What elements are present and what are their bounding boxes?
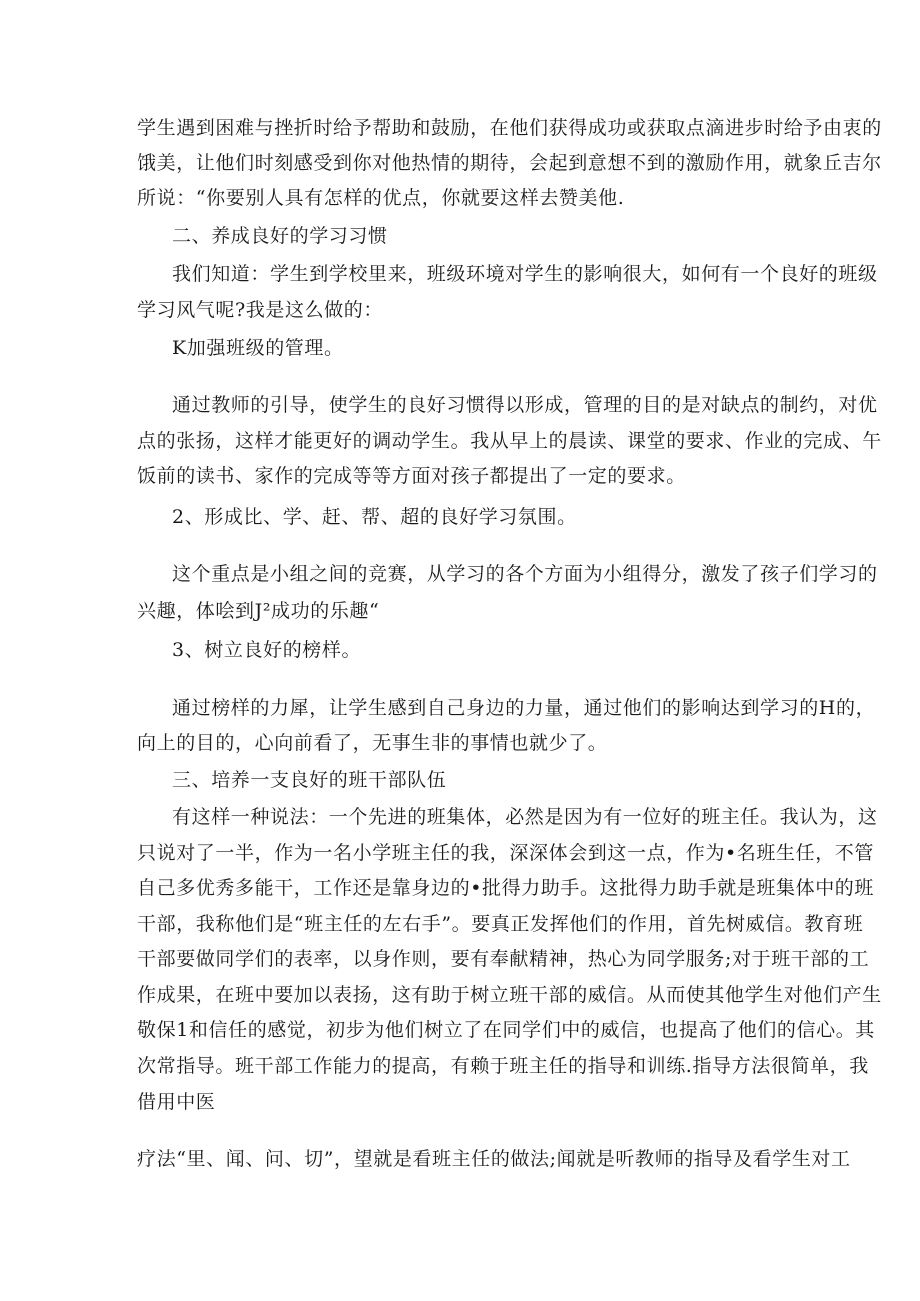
text-line: 学习风气呢?我是这么做的：	[137, 299, 383, 321]
text-line: 干部，我称他们是“班主任的左右手”。要真正发挥他们的作用，首先树威信。教育班	[137, 913, 864, 935]
text-line: 有这样一种说法：一个先进的班集体，必然是因为有一位好的班主任。我认为，这	[172, 806, 878, 828]
text-line: 干部要做同学们的表率，以身作则，要有奉献精神，热心为同学服务;对于班干部的工	[137, 948, 870, 970]
section-heading: 三、培养一支良好的班干部队伍	[172, 769, 447, 791]
subheading: K加强班级的管理。	[172, 337, 344, 359]
text-line: 兴趣，体哙到J²成功的乐趣“	[137, 600, 380, 622]
text-line: 这个重点是小组之间的竞赛，从学习的各个方面为小组得分，激发了孩子们学习的	[172, 563, 878, 585]
text-line: 借用中医	[137, 1091, 216, 1113]
text-line: 疗法“里、闻、问、切”，望就是看班主任的做法;闻就是听教师的指导及看学生对工	[137, 1148, 851, 1170]
subheading: 2、形成比、学、赶、帮、超的良好学习氛围。	[172, 506, 577, 528]
text-line: 次常指导。班干部工作能力的提高，有赖于班主任的指导和训练.指导方法很简单，我	[137, 1055, 869, 1077]
section-heading: 二、养成良好的学习习惯	[172, 225, 388, 247]
text-line: 自己多优秀多能干，工作还是靠身边的•批得力助手。这批得力助手就是班集体中的班	[137, 877, 875, 899]
text-line: 通过榜样的力犀，让学生感到自己身边的力量，通过他们的影响达到学习的H的，	[172, 697, 876, 719]
text-line: 学生遇到困难与挫折时给予帮助和鼓励，在他们获得成功或获取点滴进步时给予由衷的	[137, 117, 882, 139]
text-line: 饿美，让他们时刻感受到你对他热情的期待，会起到意想不到的激励作用，就象丘吉尔	[137, 152, 882, 174]
text-line: 敬保1和信任的感觉，初步为他们树立了在同学们中的威信，也提高了他们的信心。其	[137, 1019, 875, 1041]
text-line: 点的张扬，这样才能更好的调动学生。我从早上的晨读、课堂的要求、作业的完成、午	[137, 430, 882, 452]
text-line: 通过教师的引导，使学生的良好习惯得以形成，管理的目的是对缺点的制约，对优	[172, 394, 878, 416]
text-line: 我们知道：学生到学校里来，班级环境对学生的影响很大，如何有一个良好的班级	[172, 263, 878, 285]
subheading: 3、树立良好的榜样。	[172, 639, 362, 661]
text-line: 所说：“你要别人具有怎样的优点，你就要这样去赞美他.	[137, 187, 625, 209]
text-line: 作成果，在班中要加以表扬，这有助于树立班干部的威信。从而使其他学生对他们产生	[137, 984, 882, 1006]
text-line: 向上的目的，心向前看了，无事生非的事情也就少了。	[137, 732, 608, 754]
text-line: 只说对了一半，作为一名小学班主任的我，深深体会到这一点，作为•名班生任，不管	[137, 842, 875, 864]
text-line: 饭前的读书、家作的完成等等方面对孩子都提出了一定的要求。	[137, 465, 686, 487]
